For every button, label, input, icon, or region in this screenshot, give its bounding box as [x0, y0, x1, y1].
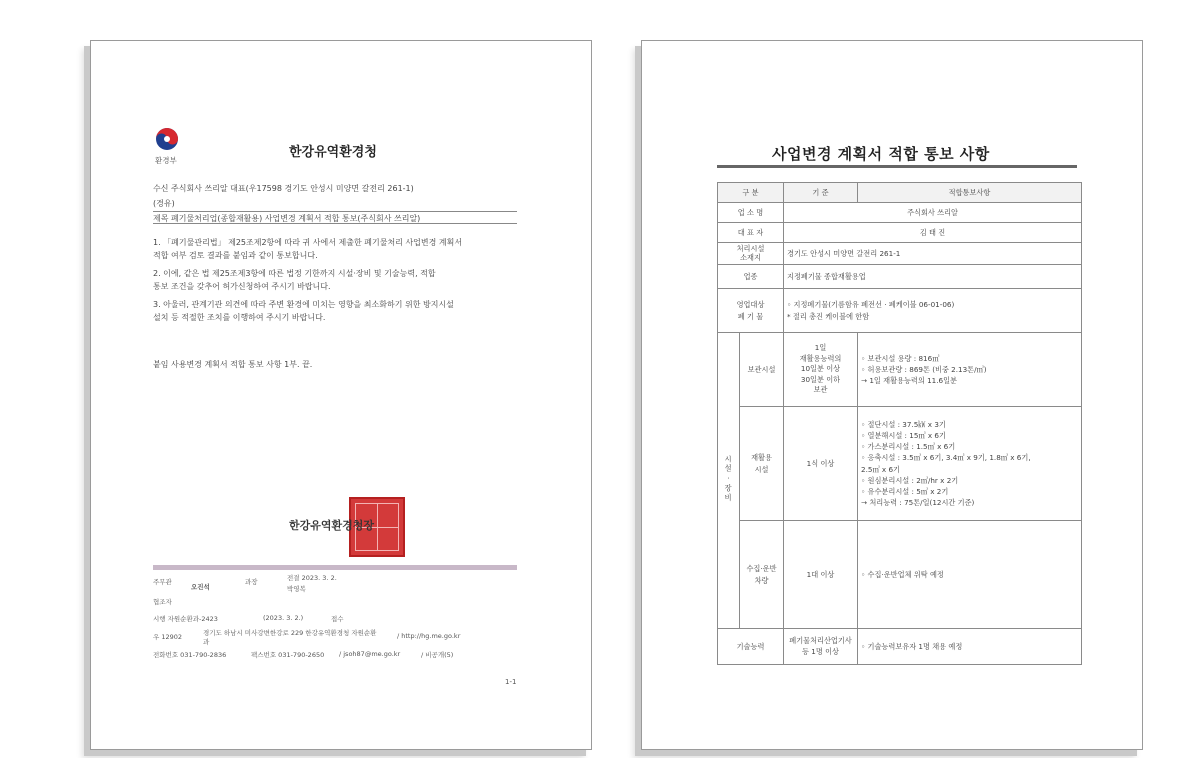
table-cell: 경기도 안성시 미양면 갈전리 261-1 — [784, 243, 1082, 265]
footer-address-cont: 과 — [203, 638, 210, 646]
table-cell: 재활용 시설 — [740, 407, 784, 521]
table-row — [718, 243, 1082, 265]
table-row — [718, 203, 1082, 223]
table-cell: ◦ 기술능력보유자 1명 채용 예정 — [858, 629, 1082, 665]
table-cell: 영업대상 폐 기 물 — [718, 289, 784, 333]
footer-email[interactable]: / jsoh87@me.go.kr — [339, 650, 401, 658]
footer-disclosure: / 비공개(5) — [421, 651, 454, 659]
subject-line: 제목 폐기물처리업(종합재활용) 사업변경 계획서 적합 통보(주식회사 쓰리알) — [153, 214, 421, 223]
table-cell — [784, 289, 1082, 333]
table-header-notice: 적합통보사항 — [858, 183, 1082, 203]
recipient-line: 수신 주식회사 쓰리알 대표(우17598 경기도 안성시 미양면 갈전리 261-1) — [153, 184, 414, 193]
table-row — [718, 629, 1082, 665]
footer-date: (2023. 3. 2.) — [263, 614, 304, 622]
table-side-label-text: 시설·장비 — [724, 455, 734, 503]
table-row — [718, 223, 1082, 243]
footer-enforcement: 시행 자원순환과-2423 — [153, 615, 218, 623]
body-item-3b: 설치 등 적절한 조치를 이행하여 주시기 바랍니다. — [153, 313, 326, 322]
footer-manager: 박영복 — [287, 585, 306, 593]
page-number: 1-1 — [505, 678, 517, 686]
table-cell-line: 2.5㎥ x 6기 — [861, 464, 900, 474]
table-cell-line: ◦ 보관시설 용량 : 816㎥ — [861, 353, 940, 363]
table-cell: 수집·운반 차량 — [740, 521, 784, 629]
table-cell: 김 태 진 — [784, 223, 1082, 243]
table-cell: 기술능력 — [718, 629, 784, 665]
table-side-label — [718, 333, 740, 629]
footer-address: 경기도 하남시 미사강변한강로 229 한강유역환경청 자원순환 — [203, 629, 377, 637]
table-cell — [858, 333, 1082, 407]
table-cell-line: → 1일 재활용능력의 11.6일분 — [861, 376, 957, 386]
body-item-1b: 적합 여부 검토 결과를 붙임과 같이 통보합니다. — [153, 251, 318, 260]
via-line: (경유) — [153, 199, 175, 208]
footer-bar — [153, 565, 517, 570]
table-cell: 보관시설 — [740, 333, 784, 407]
footer-website[interactable]: / http://hg.me.go.kr — [397, 632, 461, 640]
table-cell: 폐기물처리산업기사 등 1명 이상 — [784, 629, 858, 665]
table-row — [718, 265, 1082, 289]
table-header-criteria: 기 준 — [784, 183, 858, 203]
table-cell-line: ◦ 지정폐기물(기름함유 폐전선 · 폐케이블 06-01-06) — [787, 300, 955, 310]
table-row — [718, 289, 1082, 333]
body-item-2a: 2. 이에, 같은 법 제25조제3항에 따른 법정 기한까지 시설·장비 및 기술능력, 적합 — [153, 269, 436, 278]
table-cell: 주식회사 쓰리알 — [784, 203, 1082, 223]
footer-role: 주무관 — [153, 578, 172, 586]
table-row — [718, 521, 1082, 629]
table-cell: 지정폐기물 종합재활용업 — [784, 265, 1082, 289]
body-item-2b: 통보 조건을 갖추어 허가신청하여 주시기 바랍니다. — [153, 282, 331, 291]
table-cell-line: ◦ 응축시설 : 3.5㎥ x 6기, 3.4㎥ x 9기, 1.8㎥ x 6기, — [861, 453, 1031, 463]
table-cell: 대 표 자 — [718, 223, 784, 243]
table-cell: 업 소 명 — [718, 203, 784, 223]
table-cell-line: ◦ 절단시설 : 37.5㎾ x 3기 — [861, 419, 946, 429]
footer-fax: 팩스번호 031-790-2650 — [251, 651, 325, 659]
body-item-1a: 1. 「폐기물관리법」 제25조제2항에 따라 귀 사에서 제출한 폐기물처리 사업변경 계획서 — [153, 238, 463, 247]
table-cell — [858, 407, 1082, 521]
table-cell-line: ◦ 가스분리시설 : 1.5㎥ x 6기 — [861, 442, 956, 452]
divider — [153, 223, 517, 224]
table-cell: 1일 재활용능력의 10일분 이상 30일분 이하 보관 — [784, 333, 858, 407]
sender-name: 한강유역환경청장 — [289, 519, 375, 532]
table-cell-line: ◦ 허용보관량 : 869톤 (비중 2.13톤/㎥) — [861, 364, 987, 374]
table-cell-line: ◦ 원심분리시설 : 2㎥/hr x 2기 — [861, 475, 959, 485]
table-cell: 업종 — [718, 265, 784, 289]
notice-detail-page — [641, 40, 1143, 750]
footer-manager-role: 과장 — [245, 578, 258, 586]
table-row — [718, 407, 1082, 521]
agency-title: 한강유역환경청 — [289, 145, 377, 160]
page-title: 사업변경 계획서 적합 통보 사항 — [772, 145, 990, 163]
attachment-line: 붙임 사용변경 계획서 적합 통보 사항 1부. 끝. — [153, 360, 313, 369]
table-cell-line: → 처리능력 : 75톤/일(12시간 기준) — [861, 497, 975, 507]
table-row — [718, 183, 1082, 203]
table-cell: 1대 이상 — [784, 521, 858, 629]
footer-postcode: 우 12902 — [153, 633, 183, 641]
footer-cooperator: 협조자 — [153, 598, 172, 606]
notice-table — [717, 182, 1082, 665]
table-cell-line: * 절리 총진 케이블에 한함 — [787, 311, 870, 321]
title-underline — [717, 165, 1077, 168]
table-header-category: 구 분 — [718, 183, 784, 203]
official-letter-page — [90, 40, 592, 750]
table-row — [718, 333, 1082, 407]
table-cell-line: ◦ 열분해시설 : 15㎥ x 6기 — [861, 431, 946, 441]
table-cell-line: ◦ 유수분리시설 : 5㎥ x 2기 — [861, 486, 949, 496]
table-cell: ◦ 수집·운반업체 위탁 예정 — [858, 521, 1082, 629]
body-item-3a: 3. 아울러, 관계기관 의견에 따라 주변 환경에 미치는 영향을 최소화하기 위한 방지시설 — [153, 300, 454, 309]
footer-approval-date: 전결 2023. 3. 2. — [287, 574, 337, 582]
footer-receipt: 접수 — [331, 615, 344, 623]
ministry-emblem-icon — [155, 127, 179, 151]
ministry-label: 환경부 — [155, 156, 177, 165]
footer-phone: 전화번호 031-790-2836 — [153, 651, 227, 659]
table-cell: 1식 이상 — [784, 407, 858, 521]
divider — [153, 211, 517, 212]
table-cell: 처리시설 소재지 — [718, 243, 784, 265]
footer-officer: 오진석 — [191, 583, 210, 591]
